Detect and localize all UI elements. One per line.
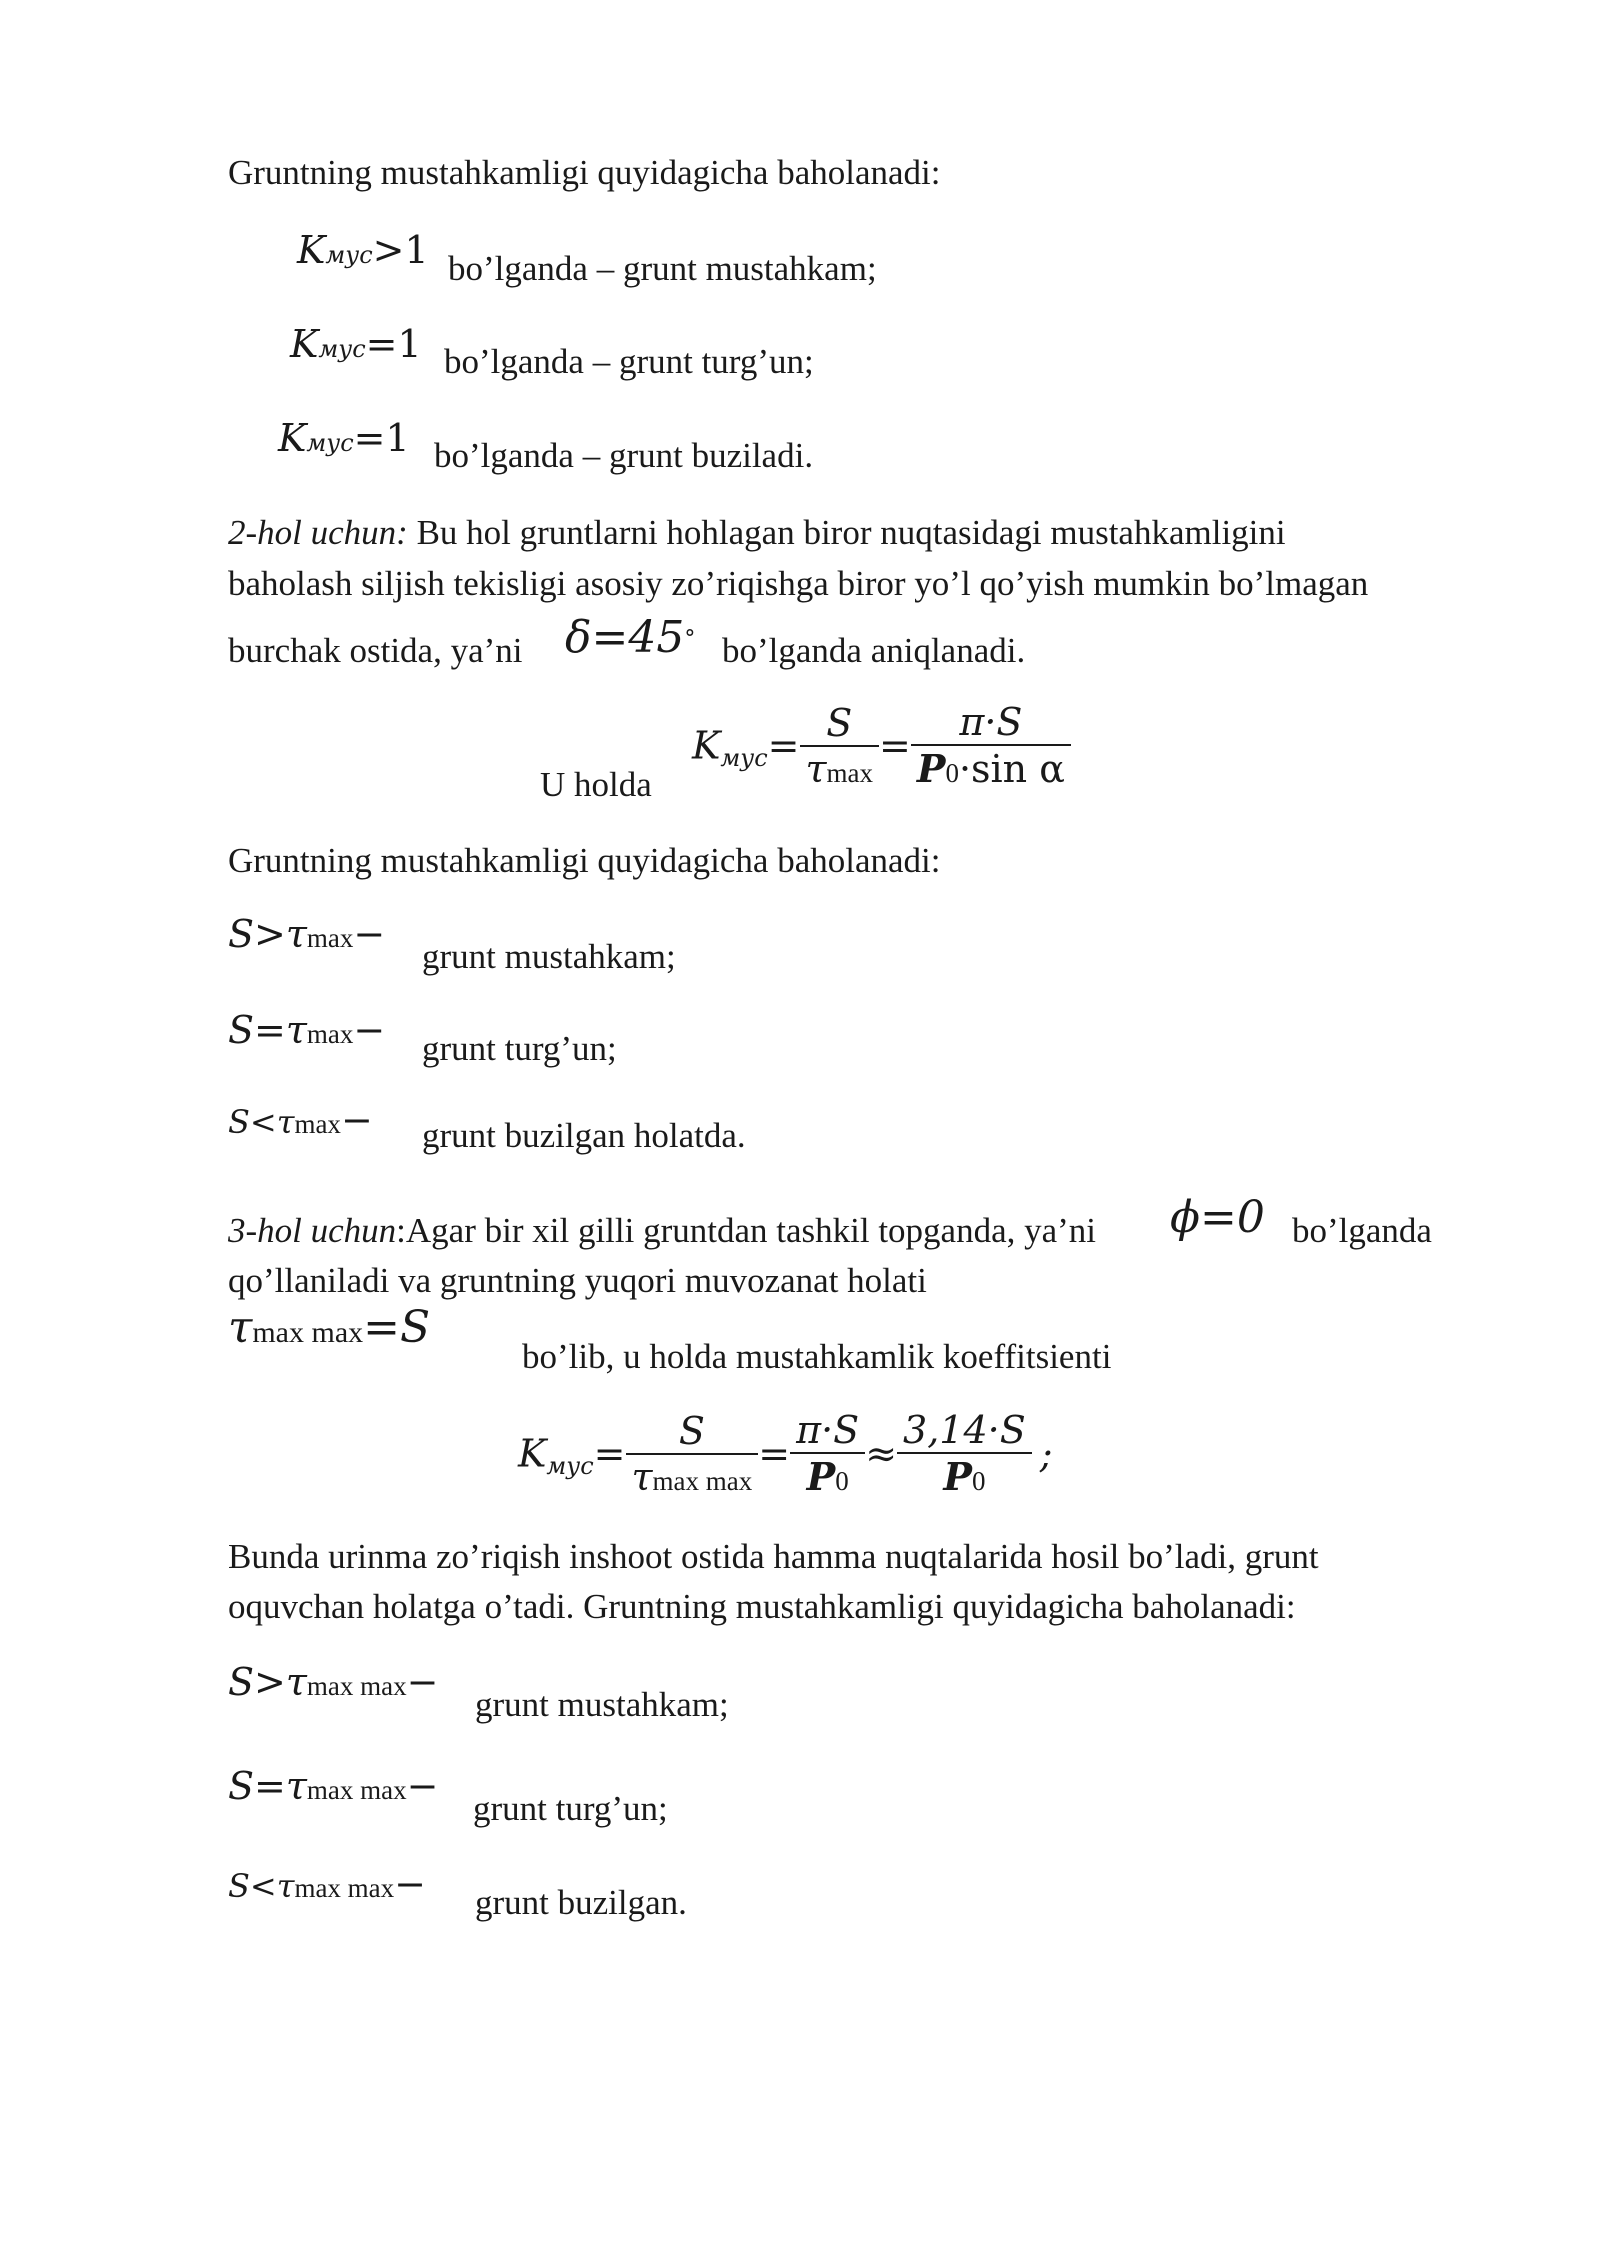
fraction-numerator: S (800, 701, 880, 747)
section3-line-3-text: bo’lib, u holda mustahkamlik koeffitsienti (522, 1337, 1112, 1376)
p-symbol: P (806, 1454, 836, 1499)
fraction-numerator: π·S (790, 1408, 865, 1454)
max-subscript: max (306, 1019, 354, 1049)
s-relation: S<τ (228, 1867, 295, 1905)
section3-para-line-2: oquvchan holatga o’tadi. Gruntning mustahkamligi quyidagicha baholanadi: (228, 1587, 1296, 1626)
max-subscript: max (294, 1109, 341, 1139)
k-subscript: мус (325, 241, 373, 269)
zero-subscript: 0 (971, 1466, 986, 1496)
tau-max-formula (228, 1302, 430, 1353)
delta-expression: δ=45 (565, 612, 685, 663)
phi-expression: ϕ=0 (1170, 1192, 1265, 1243)
s-relation: S=τ (228, 1764, 307, 1808)
s-condition-1 (228, 912, 385, 956)
max-max-subscript: max max (294, 1873, 395, 1903)
section2-text: Bu hol gruntlarni hohlagan biror nuqtasidagi mustahkamligini (407, 513, 1286, 552)
section2-line-1 (228, 512, 1286, 554)
section3-line-1-end: bo’lganda (1292, 1211, 1432, 1250)
section3-line-2: qo’llaniladi va gruntning yuqori muvozanat holati (228, 1261, 927, 1300)
section3-line-1 (228, 1210, 1096, 1252)
relation: =1 (353, 416, 410, 460)
tau-symbol: τ (228, 1302, 253, 1353)
p-symbol: P (916, 746, 946, 791)
dash: − (353, 912, 386, 956)
s-max-condition-text-3: grunt buzilgan. (475, 1883, 687, 1922)
equals-sign: = (767, 723, 800, 768)
fraction-2 (911, 700, 1071, 791)
intro-line: Gruntning mustahkamligi quyidagicha baholanadi: (228, 153, 941, 192)
p-symbol: P (943, 1454, 972, 1499)
dash: − (406, 1764, 439, 1808)
section2-label: 2-hol uchun: (228, 513, 408, 552)
s-relation: S<τ (228, 1103, 295, 1141)
relation: >1 (372, 228, 429, 272)
s-max-condition-2 (228, 1764, 438, 1808)
formula-k-3 (518, 1408, 1053, 1499)
s-max-condition-text-1: grunt mustahkam; (475, 1685, 729, 1724)
section3-text: :Agar bir xil gilli gruntdan tashkil topganda, ya’ni (396, 1211, 1097, 1250)
k-symbol: K (290, 322, 319, 366)
degree-sign: ° (684, 626, 696, 652)
s-max-condition-text-2: grunt turg’un; (473, 1789, 668, 1828)
equals-s: =S (363, 1302, 431, 1353)
fraction-denominator (626, 1455, 759, 1499)
max-subscript: max (306, 923, 354, 953)
delta-formula (565, 612, 695, 663)
max-max-subscript: max max (306, 1775, 407, 1805)
s-relation: S>τ (228, 1660, 307, 1704)
semicolon: ; (1039, 1431, 1053, 1476)
u-holda-label: U holda (540, 765, 652, 804)
k-symbol: K (692, 723, 721, 768)
zero-subscript: 0 (945, 758, 959, 788)
fraction-denominator (800, 747, 880, 791)
dash: − (340, 1098, 373, 1142)
fraction-denominator (911, 746, 1071, 791)
tau-symbol: τ (805, 746, 827, 791)
fraction-numerator: π·S (911, 700, 1071, 746)
s-max-condition-3 (228, 1862, 426, 1906)
s-condition-text-2: grunt turg’un; (422, 1029, 617, 1068)
s-condition-text-1: grunt mustahkam; (422, 937, 676, 976)
k-symbol: K (518, 1431, 547, 1476)
sin-alpha: ·sin α (958, 747, 1065, 791)
condition-row-3 (278, 416, 410, 460)
k-symbol: K (278, 416, 307, 460)
k-subscript: мус (720, 743, 768, 772)
k-subscript: мус (546, 1451, 594, 1480)
s-condition-2 (228, 1008, 385, 1052)
tau-symbol: τ (631, 1454, 653, 1499)
max-max-subscript: max max (652, 1465, 753, 1496)
equals-sign: = (758, 1431, 791, 1476)
condition-row-2 (290, 322, 422, 366)
s-relation: S=τ (228, 1008, 307, 1052)
max-subscript: max (826, 757, 874, 788)
fraction-numerator: S (626, 1409, 759, 1455)
condition-text-3: bo’lganda – grunt buziladi. (434, 436, 814, 475)
dash: − (394, 1862, 427, 1906)
section3-para-line-1: Bunda urinma zo’riqish inshoot ostida hamma nuqtalarida hosil bo’ladi, grunt (228, 1537, 1319, 1576)
max-max-subscript: max max (306, 1671, 407, 1701)
fraction-2 (790, 1408, 865, 1499)
formula-k-2 (692, 700, 1071, 791)
s-condition-3 (228, 1098, 373, 1142)
section2-line-3-text: burchak ostida, ya’ni (228, 631, 523, 670)
phi-formula (1170, 1192, 1265, 1243)
dash: − (353, 1008, 386, 1052)
section2-line-2: baholash siljish tekisligi asosiy zo’riqishga biror yo’l qo’yish mumkin bo’lmagan (228, 564, 1369, 603)
section2-line-3-end: bo’lganda aniqlanadi. (722, 631, 1026, 670)
max-max-subscript: max max (252, 1316, 364, 1349)
condition-text-1: bo’lganda – grunt mustahkam; (448, 249, 877, 288)
condition-text-2: bo’lganda – grunt turg’un; (444, 342, 814, 381)
fraction-1 (626, 1409, 759, 1499)
intro-line-2: Gruntning mustahkamligi quyidagicha baholanadi: (228, 841, 941, 880)
section3-label: 3-hol uchun (228, 1211, 397, 1250)
equals-sign: = (593, 1431, 626, 1476)
fraction-denominator (897, 1454, 1032, 1499)
dash: − (406, 1660, 439, 1704)
k-subscript: мус (306, 429, 354, 457)
zero-subscript: 0 (835, 1466, 849, 1496)
s-relation: S>τ (228, 912, 307, 956)
condition-row-1 (297, 228, 429, 272)
s-condition-text-3: grunt buzilgan holatda. (422, 1116, 746, 1155)
fraction-1 (800, 701, 880, 791)
fraction-3 (897, 1408, 1032, 1499)
k-symbol: K (297, 228, 326, 272)
relation: =1 (365, 322, 422, 366)
fraction-denominator (790, 1454, 865, 1499)
s-max-condition-1 (228, 1660, 438, 1704)
fraction-numerator: 3,14·S (897, 1408, 1032, 1454)
approx-sign: ≈ (865, 1431, 898, 1476)
k-subscript: мус (318, 335, 366, 363)
equals-sign: = (879, 723, 911, 768)
